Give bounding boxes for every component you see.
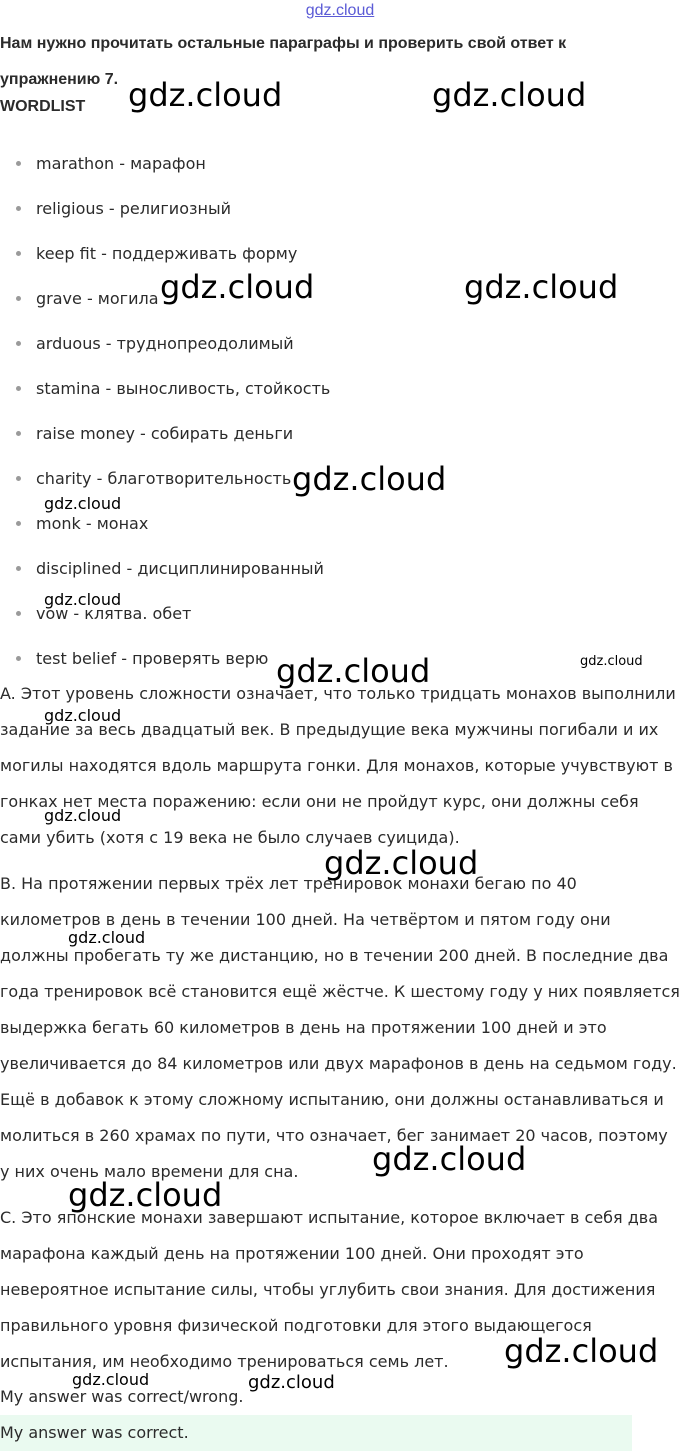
watermark: gdz.cloud [44,806,122,825]
watermark: gdz.cloud [44,590,122,609]
wordlist-entry: keep fit - поддерживать форму [36,244,298,263]
list-item [0,546,330,591]
bullet-icon [16,431,21,436]
wordlist-entry: raise money - собирать деньги [36,424,294,443]
bullet-icon [16,341,21,346]
list-item [0,456,330,501]
list-item [0,321,330,366]
wordlist-entry: stamina - выносливость, стойкость [36,379,331,398]
wordlist-entry: grave - могила [36,289,159,308]
bullet-icon [16,386,21,391]
list-item [0,141,330,186]
watermark: gdz.cloud [68,928,146,947]
answer-prompt: My answer was correct/wrong. [0,1387,244,1406]
bullet-icon [16,476,21,481]
watermark: gdz.cloud [372,1140,527,1178]
watermark: gdz.cloud [292,460,447,498]
wordlist-entry: disciplined - дисциплинированный [36,559,324,578]
intro-text: Нам нужно прочитать остальные параграфы и проверить свой ответ к упражнению 7. [0,35,567,88]
list-item [0,411,330,456]
watermark: gdz.cloud [276,652,431,690]
watermark: gdz.cloud [44,706,122,725]
wordlist-heading: WORDLIST [0,98,86,115]
wordlist-entry: religious - религиозный [36,199,231,218]
list-item [0,591,330,636]
watermark: gdz.cloud [324,844,479,882]
list-item [0,186,330,231]
bullet-icon [16,566,21,571]
site-link[interactable]: gdz.cloud [305,2,375,19]
watermark: gdz.cloud [432,76,587,114]
wordlist-entry: arduous - труднопреодолимый [36,334,294,353]
watermark: gdz.cloud [128,76,283,114]
watermark: gdz.cloud [160,268,315,306]
watermark: gdz.cloud [504,1332,659,1370]
watermark: gdz.cloud [44,494,122,513]
wordlist-entry: vow - клятва. обет [36,604,192,623]
bullet-icon [16,206,21,211]
watermark: gdz.cloud [580,654,643,669]
wordlist-entry: charity - благотворительность [36,469,292,488]
bullet-icon [16,161,21,166]
watermark: gdz.cloud [72,1370,150,1389]
paragraph-a: A. Этот уровень сложности означает, что только тридцать монахов выполнили задание за весь двадцатый век. В предыдущие века мужчины погибали и их могилы находятся вдоль маршрута гонки. Для монахов, которые учувствуют в гонках нет места поражению: если они не пройдут курс, они должны себя сами убить (хотя с 19 века не было случаев суицида). [0,684,676,847]
list-item [0,636,330,681]
paragraph-b: B. На протяжении первых трёх лет тренировок монахи бегаю по 40 километров в день в течении 100 дней. На четвёртом и пятом году они должны пробегать ту же дистанцию, но в течении 200 дней. В последние два года тренировок всё становится ещё жёстче. К шестому году у них появляется выдержка бегать 60 километров в день на протяжении 100 дней и это увеличивается до 84 километров или двух марафонов в день на седьмом году. Ещё в добавок к этому сложному испытанию, они должны останавливаться и молиться в 260 храмах по пути, что означает, бег занимает 20 часов, поэтому у них очень мало времени для сна. [0,874,680,1181]
paragraph-c: C. Это японские монахи завершают испытание, которое включает в себя два марафона каждый день на протяжении 100 дней. Они проходят это невероятное испытание силы, чтобы углубить свои знания. Для достижения правильного уровня физической подготовки для этого выдающегося испытания, им необходимо тренироваться семь лет. [0,1208,659,1371]
bullet-icon [16,251,21,256]
wordlist-entry: test belief - проверять верю [36,649,269,668]
wordlist [0,141,330,681]
watermark: gdz.cloud [248,1372,335,1393]
bullet-icon [16,656,21,661]
bullet-icon [16,521,21,526]
list-item [0,231,330,276]
list-item [0,366,330,411]
list-item [0,276,330,321]
bullet-icon [16,296,21,301]
wordlist-entry: marathon - марафон [36,154,206,173]
wordlist-entry: monk - монах [36,514,149,533]
answer-box: My answer was correct. [0,1415,632,1451]
watermark: gdz.cloud [68,1176,223,1214]
bullet-icon [16,611,21,616]
list-item [0,501,330,546]
watermark: gdz.cloud [464,268,619,306]
